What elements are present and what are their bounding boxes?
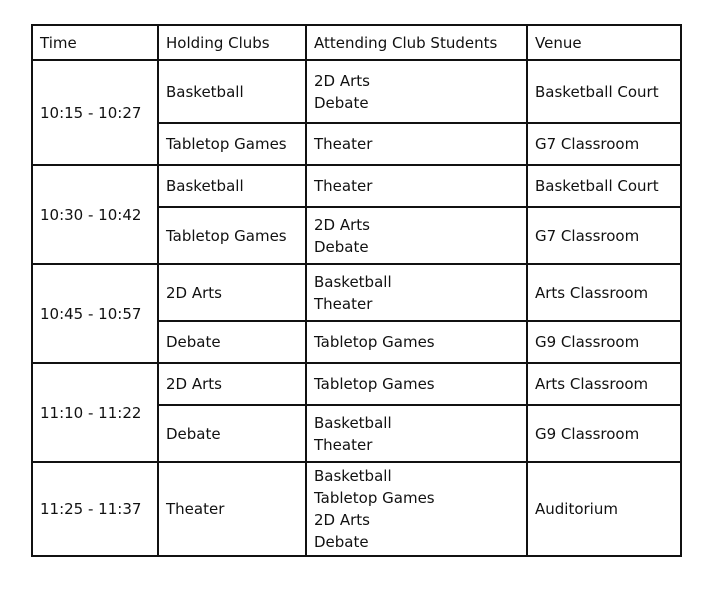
- venue-cell: G7 Classroom: [527, 207, 681, 264]
- venue-cell: G9 Classroom: [527, 321, 681, 363]
- venue-cell: Auditorium: [527, 462, 681, 556]
- time-cell: 10:45 - 10:57: [32, 264, 158, 363]
- attending-clubs-cell: [306, 462, 527, 556]
- venue-cell: Basketball Court: [527, 60, 681, 123]
- attending-clubs-cell: [306, 321, 527, 363]
- table-row: [32, 165, 681, 207]
- attending-club: Debate: [314, 237, 369, 256]
- attending-clubs-cell: [306, 123, 527, 165]
- table-row: [32, 363, 681, 405]
- attending-club: Basketball: [314, 467, 392, 485]
- header-time: Time: [32, 25, 158, 60]
- holding-club-cell: Tabletop Games: [158, 123, 306, 165]
- time-cell: 11:10 - 11:22: [32, 363, 158, 462]
- attending-club: Debate: [314, 533, 369, 551]
- holding-club-cell: Debate: [158, 405, 306, 462]
- attending-club: Theater: [314, 135, 373, 153]
- attending-club: Theater: [314, 294, 373, 313]
- holding-club-cell: Basketball: [158, 60, 306, 123]
- venue-cell: G9 Classroom: [527, 405, 681, 462]
- schedule-table: [31, 24, 682, 557]
- attending-clubs-cell: [306, 264, 527, 321]
- attending-clubs-cell: [306, 60, 527, 123]
- table-row: [32, 264, 681, 321]
- table-row: [32, 462, 681, 556]
- attending-clubs-cell: [306, 165, 527, 207]
- attending-club: 2D Arts: [314, 71, 370, 90]
- header-holding-clubs: Holding Clubs: [158, 25, 306, 60]
- attending-club: Theater: [314, 177, 373, 195]
- venue-cell: G7 Classroom: [527, 123, 681, 165]
- attending-club: Tabletop Games: [314, 375, 435, 393]
- attending-club: Basketball: [314, 272, 392, 291]
- venue-cell: Basketball Court: [527, 165, 681, 207]
- header-venue: Venue: [527, 25, 681, 60]
- attending-club: Tabletop Games: [314, 489, 435, 507]
- holding-club-cell: Tabletop Games: [158, 207, 306, 264]
- table-row: [32, 60, 681, 123]
- attending-club: Theater: [314, 435, 373, 454]
- holding-club-cell: Debate: [158, 321, 306, 363]
- attending-clubs-cell: [306, 405, 527, 462]
- holding-club-cell: Basketball: [158, 165, 306, 207]
- time-cell: 10:15 - 10:27: [32, 60, 158, 165]
- holding-club-cell: 2D Arts: [158, 363, 306, 405]
- attending-club: 2D Arts: [314, 215, 370, 234]
- venue-cell: Arts Classroom: [527, 264, 681, 321]
- header-attending-club-students: Attending Club Students: [306, 25, 527, 60]
- attending-club: Tabletop Games: [314, 333, 435, 351]
- holding-club-cell: 2D Arts: [158, 264, 306, 321]
- attending-club: Debate: [314, 93, 369, 112]
- venue-cell: Arts Classroom: [527, 363, 681, 405]
- attending-club: 2D Arts: [314, 511, 370, 529]
- attending-clubs-cell: [306, 363, 527, 405]
- time-cell: 10:30 - 10:42: [32, 165, 158, 264]
- time-cell: 11:25 - 11:37: [32, 462, 158, 556]
- header-row: [32, 25, 681, 60]
- attending-clubs-cell: [306, 207, 527, 264]
- holding-club-cell: Theater: [158, 462, 306, 556]
- attending-club: Basketball: [314, 413, 392, 432]
